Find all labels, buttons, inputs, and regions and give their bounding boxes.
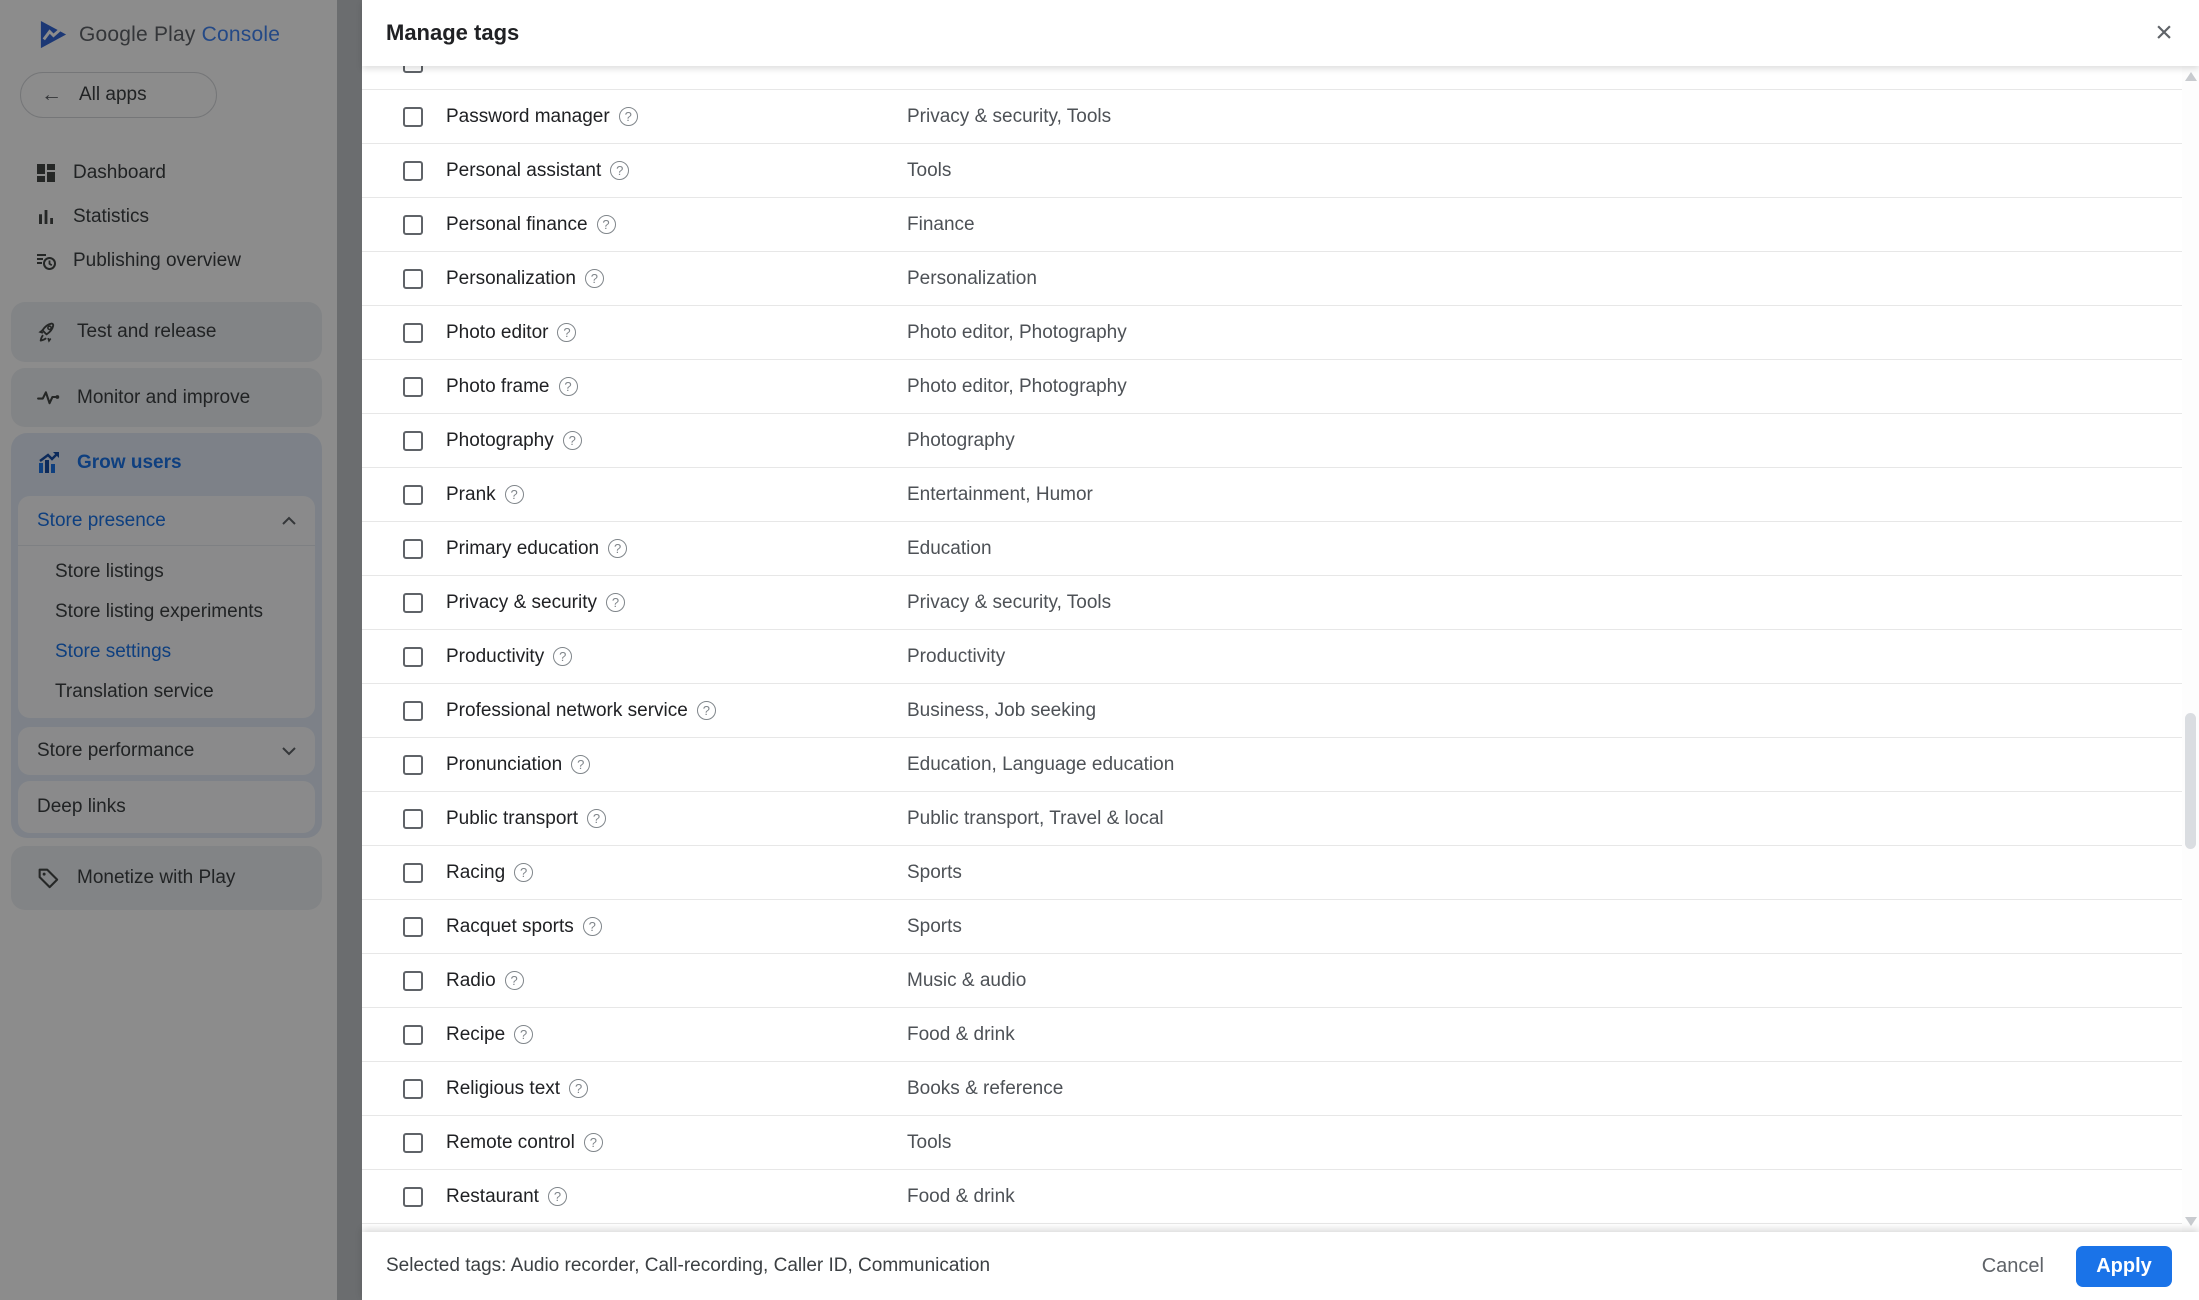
dialog-footer [362,1232,2199,1300]
tag-row [362,522,2199,576]
tag-row [362,468,2199,522]
help-icon[interactable]: ? [571,755,590,774]
tag-checkbox[interactable] [403,323,423,343]
scroll-up-arrow-icon[interactable] [2185,72,2197,81]
tag-row [362,630,2199,684]
tag-categories: Education [907,537,992,559]
help-icon[interactable]: ? [610,161,629,180]
tag-checkbox[interactable] [403,215,423,235]
tag-checkbox[interactable] [403,755,423,775]
sidebar-item-label: Translation service [55,681,214,702]
cancel-button[interactable]: Cancel [1981,1254,2044,1277]
tag-row [362,306,2199,360]
tag-label: Photo frame [446,375,550,397]
tag-categories: Food & drink [907,1185,1015,1207]
tag-row [362,90,2199,144]
help-icon[interactable]: ? [559,377,578,396]
dialog-title: Manage tags [386,20,520,45]
logo-text: Google Play Console [79,22,281,46]
help-icon[interactable]: ? [548,1187,567,1206]
sidebar-item-label: Store listings [55,561,164,582]
tag-row-partial [362,66,2199,90]
tag-checkbox[interactable] [403,431,423,451]
tag-categories: Public transport, Travel & local [907,807,1164,829]
tag-checkbox[interactable] [403,66,423,73]
tag-row [362,1062,2199,1116]
help-icon[interactable]: ? [597,215,616,234]
tag-categories: Privacy & security, Tools [907,591,1112,613]
tag-categories: Photo editor, Photography [907,321,1127,343]
tag-row [362,576,2199,630]
tag-list [362,66,2199,1232]
tag-checkbox[interactable] [403,647,423,667]
tag-row [362,1116,2199,1170]
tag-categories: Privacy & security, Tools [907,105,1112,127]
apply-button[interactable]: Apply [2076,1246,2172,1287]
tag-label: Racing [446,861,506,883]
tag-checkbox[interactable] [403,809,423,829]
tag-categories: Education, Language education [907,753,1175,775]
tag-row [362,846,2199,900]
help-icon[interactable]: ? [514,1025,533,1044]
tag-row [362,360,2199,414]
tag-categories: Tools [907,1131,952,1153]
manage-tags-dialog [362,0,2199,1300]
sidebar-item-label: Store performance [37,740,195,761]
tag-label: Productivity [446,645,545,667]
tag-checkbox[interactable] [403,1025,423,1045]
tag-label: Photography [446,429,554,451]
tag-categories: Books & reference [907,1077,1064,1099]
tag-row [362,414,2199,468]
tag-checkbox[interactable] [403,971,423,991]
tag-label: Remote control [446,1131,575,1153]
scrollbar[interactable] [2182,66,2199,1232]
tag-label: Privacy & security [446,591,597,613]
sidebar-item-label: Test and release [77,321,217,342]
tag-categories: Personalization [907,267,1037,289]
all-apps-label: All apps [79,84,147,105]
tag-row [362,792,2199,846]
tag-categories: Business, Job seeking [907,699,1097,721]
help-icon[interactable]: ? [553,647,572,666]
tag-label: Password manager [446,105,610,127]
tag-checkbox[interactable] [403,917,423,937]
tag-checkbox[interactable] [403,539,423,559]
tag-checkbox[interactable] [403,701,423,721]
tag-row [362,954,2199,1008]
tag-row [362,1008,2199,1062]
tag-categories: Finance [907,213,975,235]
help-icon[interactable]: ? [557,323,576,342]
tag-row [362,198,2199,252]
help-icon[interactable]: ? [584,1133,603,1152]
help-icon[interactable]: ? [585,269,604,288]
tag-label: Public transport [446,807,579,829]
tag-row [362,1170,2199,1224]
sidebar-item-label: Store listing experiments [55,601,264,622]
sidebar-item-label: Monetize with Play [77,867,236,888]
scroll-down-arrow-icon[interactable] [2185,1217,2197,1226]
help-icon[interactable]: ? [583,917,602,936]
sidebar-item-label: Store settings [55,641,172,662]
selected-tags-summary: Selected tags: Audio recorder, Call-recording, Caller ID, Communication [386,1255,991,1276]
help-icon[interactable]: ? [619,107,638,126]
tag-label: Primary education [446,537,600,559]
back-arrow-icon: ← [41,83,62,106]
tag-label: Recipe [446,1023,506,1045]
tag-label: Prank [446,483,496,505]
sidebar-item-label: Deep links [37,796,126,817]
scrollbar-thumb[interactable] [2185,713,2196,849]
help-icon[interactable]: ? [505,971,524,990]
tag-categories: Music & audio [907,969,1027,991]
tag-row [362,252,2199,306]
tag-label: Religious text [446,1077,561,1099]
tag-label: Photo editor [446,321,549,343]
help-icon[interactable]: ? [697,701,716,720]
sidebar-item-label: Store presence [37,509,166,531]
sidebar-item-label: Publishing overview [73,250,241,271]
tag-categories: Sports [907,861,962,883]
tag-checkbox[interactable] [403,863,423,883]
tag-checkbox[interactable] [403,1133,423,1153]
tag-row [362,144,2199,198]
tag-label: Professional network service [446,699,688,721]
tag-checkbox[interactable] [403,269,423,289]
tag-checkbox[interactable] [403,161,423,181]
tag-label: Racquet sports [446,915,574,937]
tag-checkbox[interactable] [403,485,423,505]
help-icon[interactable]: ? [569,1079,588,1098]
sidebar-item-label: Grow users [77,452,182,473]
tag-checkbox[interactable] [403,593,423,613]
tag-label: Personalization [446,267,576,289]
tag-categories: Tools [907,159,952,181]
tag-row [362,900,2199,954]
tag-label: Pronunciation [446,753,563,775]
modal-scrim[interactable] [0,0,362,1300]
tag-label: Personal finance [446,213,588,235]
dialog-header [362,0,2199,66]
help-icon[interactable]: ? [587,809,606,828]
tag-row [362,684,2199,738]
sidebar-item-label: Statistics [73,206,150,227]
tag-categories: Sports [907,915,962,937]
tag-label: Personal assistant [446,159,602,181]
tag-label: Restaurant [446,1185,539,1207]
tag-categories: Entertainment, Humor [907,483,1093,505]
tag-checkbox[interactable] [403,107,423,127]
tag-categories: Food & drink [907,1023,1015,1045]
sidebar-item-label: Dashboard [73,162,166,183]
tag-categories: Productivity [907,645,1006,667]
tag-checkbox[interactable] [403,377,423,397]
help-icon[interactable]: ? [514,863,533,882]
tag-label: Radio [446,969,496,991]
tag-row [362,738,2199,792]
tag-checkbox[interactable] [403,1079,423,1099]
sidebar-item-label: Monitor and improve [77,386,251,408]
tag-checkbox[interactable] [403,1187,423,1207]
help-icon[interactable]: ? [563,431,582,450]
help-icon[interactable]: ? [608,539,627,558]
tag-categories: Photo editor, Photography [907,375,1127,397]
tag-categories: Photography [907,429,1015,451]
help-icon[interactable]: ? [505,485,524,504]
close-icon[interactable]: × [2155,16,2173,49]
help-icon[interactable]: ? [606,593,625,612]
